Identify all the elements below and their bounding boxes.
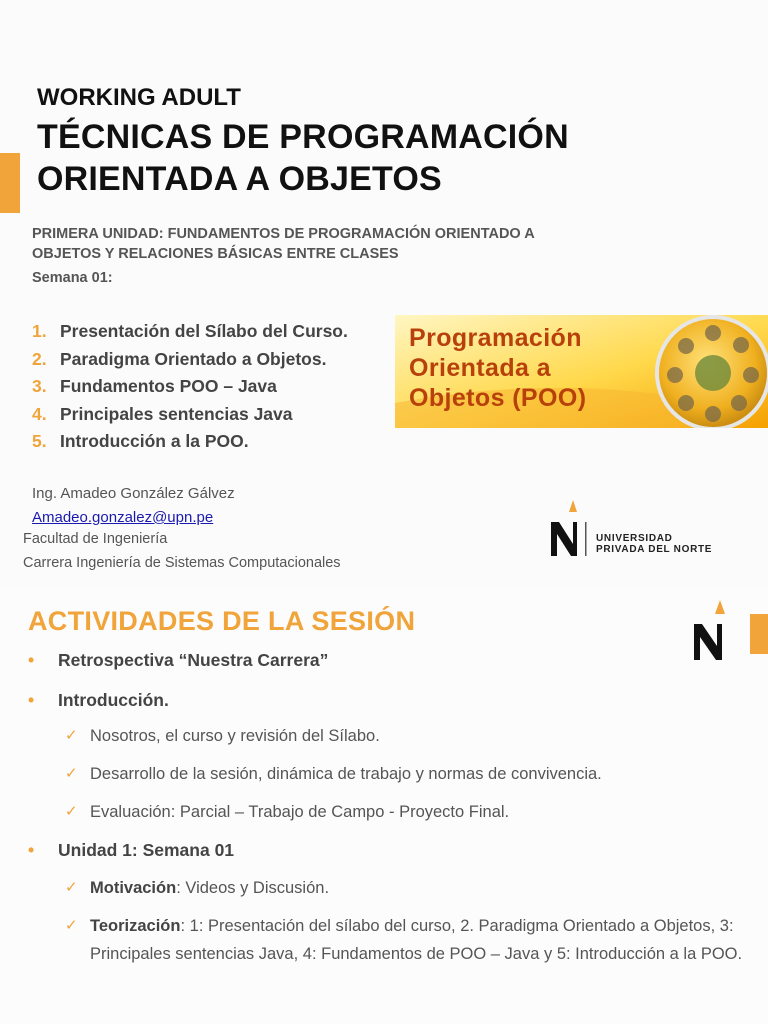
sub-list-item <box>28 760 758 788</box>
item-text: Evaluación: Parcial – Trabajo de Campo - Proyecto Final. <box>90 803 510 821</box>
unit-line-2: OBJETOS Y RELACIONES BÁSICAS ENTRE CLASES <box>32 246 399 262</box>
list-item: • Introducción. <box>28 688 758 712</box>
author-email-link[interactable]: Amadeo.gonzalez@upn.pe <box>32 509 214 526</box>
item-number: 5. <box>32 431 47 451</box>
item-number: 3. <box>32 376 47 396</box>
author-name: Ing. Amadeo González Gálvez <box>32 485 235 502</box>
item-text: : Videos y Discusión. <box>176 879 330 897</box>
banner-line: Objetos (POO) <box>409 384 587 412</box>
item-number: 4. <box>32 403 47 424</box>
list-item: • Unidad 1: Semana 01 <box>28 838 758 862</box>
eyebrow-text: WORKING ADULT <box>37 84 241 111</box>
activity-list <box>28 648 758 978</box>
check-icon: ✓ <box>65 917 78 934</box>
accent-tab <box>0 153 20 213</box>
sub-list-item <box>28 912 758 968</box>
logo-line: PRIVADA DEL NORTE <box>596 544 713 555</box>
unit-line-1: PRIMERA UNIDAD: FUNDAMENTOS DE PROGRAMACIÓN ORIENTADO A <box>32 226 535 242</box>
sub-list-item <box>28 798 758 826</box>
title-line-2: ORIENTADA A OBJETOS <box>37 160 442 198</box>
list-item <box>32 318 348 346</box>
check-icon: ✓ <box>65 879 78 896</box>
upn-logo <box>545 500 725 560</box>
item-text: Paradigma Orientado a Objetos. <box>60 348 327 369</box>
item-text: Fundamentos POO – Java <box>60 376 277 396</box>
check-icon: ✓ <box>65 727 78 744</box>
check-icon: ✓ <box>65 765 78 782</box>
banner-line: Orientada a <box>409 354 551 382</box>
item-text: : 1: Presentación del sílabo del curso, 2. Paradigma Orientado a Objetos, 3: Principales sentencias Java, 4: Fundamentos de POO – Java y 5: Introducción a la POO. <box>90 917 743 963</box>
week-label: Semana 01: <box>32 270 113 286</box>
item-label: Motivación <box>90 879 177 897</box>
item-text: Nosotros, el curso y revisión del Sílabo. <box>90 727 380 745</box>
page-title <box>37 116 569 200</box>
faculty-info <box>23 527 341 575</box>
logo-line: UNIVERSIDAD <box>596 533 673 544</box>
list-item <box>32 346 348 374</box>
banner-line: Programación <box>409 324 582 352</box>
list-item <box>32 401 348 429</box>
title-line-1: TÉCNICAS DE PROGRAMACIÓN <box>37 118 569 156</box>
item-number: 1. <box>32 321 47 341</box>
upn-logo-text <box>596 533 712 555</box>
poo-banner-image <box>395 315 768 428</box>
topic-list <box>32 318 348 456</box>
faculty-name: Facultad de Ingeniería <box>23 531 168 547</box>
sub-list-item <box>28 874 758 902</box>
list-item: • Retrospectiva “Nuestra Carrera” <box>28 648 758 672</box>
item-text: Desarrollo de la sesión, dinámica de trabajo y normas de convivencia. <box>90 765 602 783</box>
sub-list-item <box>28 722 758 750</box>
item-text: Principales sentencias Java <box>60 403 293 424</box>
list-item <box>32 428 348 456</box>
item-label: Teorización <box>90 917 181 935</box>
item-number: 2. <box>32 348 47 369</box>
section-title: ACTIVIDADES DE LA SESIÓN <box>28 606 416 636</box>
upn-n-icon <box>545 500 593 560</box>
item-text: Presentación del Sílabo del Curso. <box>60 321 348 341</box>
activities-slide <box>0 588 768 1024</box>
item-text: Introducción a la POO. <box>60 431 249 451</box>
career-name: Carrera Ingeniería de Sistemas Computacionales <box>23 555 341 571</box>
banner-text <box>409 323 586 413</box>
check-icon: ✓ <box>65 803 78 820</box>
unit-heading <box>32 224 642 264</box>
list-item <box>32 373 348 401</box>
